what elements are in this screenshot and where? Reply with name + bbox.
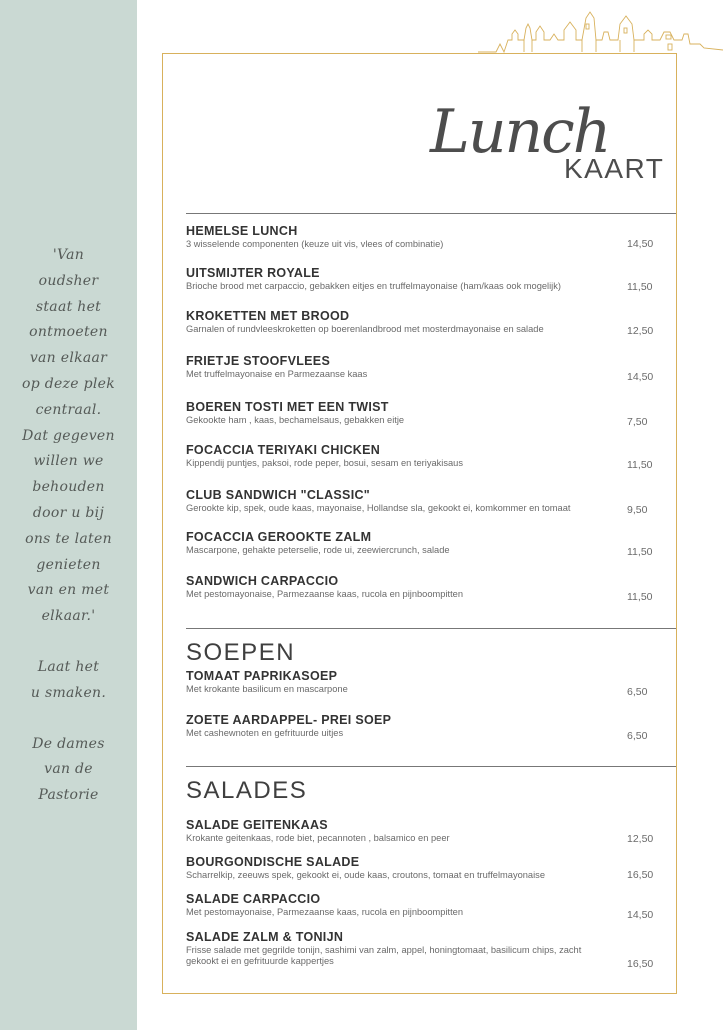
item-name: FOCACCIA GEROOKTE ZALM	[186, 530, 372, 544]
menu-item	[186, 574, 656, 600]
quote-line: behouden	[32, 479, 105, 496]
item-price: 6,50	[627, 730, 648, 742]
item-price: 11,50	[627, 281, 653, 293]
menu-item	[186, 354, 656, 380]
menu-item	[186, 224, 656, 250]
menu-item	[186, 713, 656, 739]
quote-line: van en met	[27, 582, 110, 599]
item-description: Krokante geitenkaas, rode biet, pecannoten , balsamico en peer	[186, 833, 450, 843]
divider	[186, 213, 676, 214]
sidebar-panel	[0, 0, 137, 1030]
item-price: 7,50	[627, 416, 648, 428]
item-price: 14,50	[627, 238, 654, 250]
menu-item	[186, 309, 656, 335]
item-name: HEMELSE LUNCH	[186, 224, 298, 238]
closing-line: u smaken.	[30, 684, 107, 701]
item-price: 12,50	[627, 833, 654, 845]
item-name: FRIETJE STOOFVLEES	[186, 354, 331, 368]
item-name: SALADE ZALM & TONIJN	[186, 930, 344, 944]
signature-line: De dames	[32, 735, 105, 752]
divider	[186, 766, 676, 767]
item-name: ZOETE AARDAPPEL- PREI SOEP	[186, 713, 392, 727]
item-name: FOCACCIA TERIYAKI CHICKEN	[186, 443, 381, 457]
item-price: 11,50	[627, 546, 653, 558]
menu-item	[186, 930, 656, 967]
menu-item	[186, 266, 656, 292]
item-name: TOMAAT PAPRIKASOEP	[186, 669, 338, 683]
menu-frame	[162, 53, 677, 994]
quote-line: genieten	[36, 556, 101, 573]
quote-line: door u bij	[32, 504, 105, 521]
menu-item	[186, 892, 656, 918]
signature-line: Pastorie	[38, 787, 99, 804]
item-name: BOURGONDISCHE SALADE	[186, 855, 360, 869]
quote-line: ons te laten	[25, 530, 112, 547]
menu-item	[186, 530, 656, 556]
item-description: Mascarpone, gehakte peterselie, rode ui, zeewiercrunch, salade	[186, 545, 450, 555]
item-description: Frisse salade met gegrilde tonijn, sashimi van zalm, appel, honingtomaat, basilicum chips, zacht gekookt ei en gefrituurde kappertjes	[186, 945, 582, 966]
menu-item	[186, 818, 656, 844]
quote-line: oudsher	[38, 272, 99, 289]
sidebar-quote	[10, 243, 127, 809]
quote-line: van elkaar	[29, 350, 108, 367]
item-description: Met pestomayonaise, Parmezaanse kaas, rucola en pijnboompitten	[186, 907, 463, 917]
quote-line: ontmoeten	[29, 324, 108, 341]
quote-line: elkaar.'	[41, 608, 96, 625]
item-name: BOEREN TOSTI MET EEN TWIST	[186, 400, 389, 414]
item-name: SALADE GEITENKAAS	[186, 818, 328, 832]
item-description: Gerookte kip, spek, oude kaas, mayonaise, Hollandse sla, gekookt ei, komkommer en tomaat	[186, 503, 571, 513]
item-description: Scharrelkip, zeeuws spek, gekookt ei, oude kaas, croutons, tomaat en truffelmayonaise	[186, 870, 545, 880]
item-description: Gekookte ham , kaas, bechamelsaus, gebakken eitje	[186, 415, 405, 425]
menu-item	[186, 443, 656, 469]
item-description: Met truffelmayonaise en Parmezaanse kaas	[186, 369, 368, 379]
item-name: SANDWICH CARPACCIO	[186, 574, 339, 588]
menu-item	[186, 488, 656, 514]
item-price: 12,50	[627, 325, 654, 337]
item-description: Met cashewnoten en gefrituurde uitjes	[186, 728, 344, 738]
item-price: 14,50	[627, 371, 654, 383]
item-name: UITSMIJTER ROYALE	[186, 266, 320, 280]
item-description: Garnalen of rundvleeskroketten op boerenlandbrood met mosterdmayonaise en salade	[186, 324, 544, 334]
section-heading-soepen: SOEPEN	[186, 639, 296, 666]
item-description: Met krokante basilicum en mascarpone	[186, 684, 348, 694]
item-price: 16,50	[627, 869, 654, 881]
quote-line: 'Van	[52, 247, 85, 263]
menu-item	[186, 855, 656, 881]
quote-line: willen we	[33, 453, 104, 470]
quote-line: staat het	[35, 298, 102, 315]
item-description: Met pestomayonaise, Parmezaanse kaas, rucola en pijnboompitten	[186, 589, 463, 599]
signature-line: van de	[44, 761, 93, 778]
menu-item	[186, 400, 656, 426]
quote-line: op deze plek	[21, 375, 115, 392]
item-price: 16,50	[627, 958, 654, 970]
item-description: Kippendij puntjes, paksoi, rode peper, bosui, sesam en teriyakisaus	[186, 458, 464, 468]
item-price: 14,50	[627, 909, 654, 921]
item-description: 3 wisselende componenten (keuze uit vis, vlees of combinatie)	[186, 239, 444, 249]
item-name: CLUB SANDWICH "CLASSIC"	[186, 488, 371, 502]
quote-line: Dat gegeven	[22, 427, 115, 444]
skyline-illustration	[478, 4, 723, 56]
menu-item	[186, 669, 656, 695]
divider	[186, 628, 676, 629]
title-kaart: KAART	[564, 153, 665, 184]
item-name: SALADE CARPACCIO	[186, 892, 321, 906]
item-price: 11,50	[627, 591, 653, 603]
closing-line: Laat het	[37, 658, 100, 675]
item-description: Brioche brood met carpaccio, gebakken eitjes en truffelmayonaise (ham/kaas ook mogelijk)	[186, 281, 561, 291]
item-price: 9,50	[627, 504, 648, 516]
item-price: 11,50	[627, 459, 653, 471]
quote-line: centraal.	[35, 401, 102, 418]
section-heading-salades: SALADES	[186, 777, 308, 804]
title-lunch: Lunch	[430, 97, 610, 167]
item-name: KROKETTEN MET BROOD	[186, 309, 350, 323]
item-price: 6,50	[627, 686, 648, 698]
